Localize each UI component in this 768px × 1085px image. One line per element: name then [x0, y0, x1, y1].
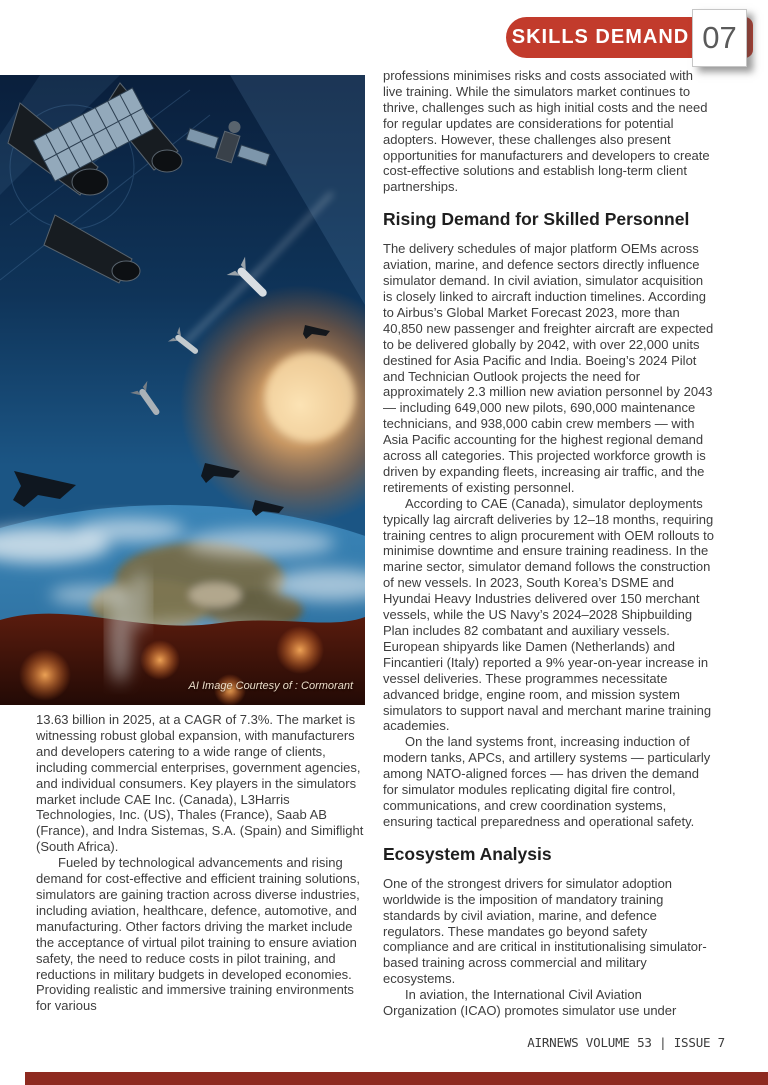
paragraph-delivery-schedules: The delivery schedules of major platform OEMs across aviation, marine, and defence sectors directly influence simulator demand. In civil aviation, simulator acquisition is closely linked to aircraft induction timelines. According to Airbus’s Global Market Forecast 2023, more than 40,850 new passenger and freighter aircraft are expected to be delivered globally by 2042, with over 22,000 units destined for Asia Pacific and India. Boeing’s 2024 Pilot and Technician Outlook projects the need for approximately 2.3 million new aviation personnel by 2043 — including 649,000 new pilots, 690,000 maintenance technicians, and 938,000 cabin crew members — with Asia Pacific accounting for the highest regional demand across all categories. This projected workforce growth is driven by expanding fleets, increasing air traffic, and the retirements of existing personnel.: [383, 241, 714, 495]
hero-image: [0, 75, 365, 705]
heading-ecosystem-analysis: Ecosystem Analysis: [383, 843, 552, 864]
heading-rising-demand: Rising Demand for Skilled Personnel: [383, 209, 690, 230]
left-column: [36, 712, 364, 1014]
aerospace-collage-art: [0, 75, 365, 705]
paragraph-icao: In aviation, the International Civil Aviation Organization (ICAO) promotes simulator use under: [383, 987, 677, 1019]
paragraph-market-drivers: Fueled by technological advancements and rising demand for cost-effective and efficient training solutions, simulators are gaining traction across diverse industries, including aviation, healthcare, defence, automotive, and manufacturing. Other factors driving the market include the acceptance of virtual pilot training to ensure aviation safety, the need to reduce costs in pilot training, and reductions in military budgets in developed economies. Providing realistic and immersive training environments for various: [36, 855, 360, 1014]
paragraph-cae-marine: According to CAE (Canada), simulator deployments typically lag aircraft deliveries by 12–18 months, requiring training centres to align procurement with OEM rollouts to minimise downtime and ensure training readiness. In the marine sector, simulator demand follows the construction of new vessels. In 2023, South Korea’s DSME and Hyundai Heavy Industries delivered over 150 merchant vessels, while the US Navy’s 2024–2028 Shipbuilding Plan includes 82 combatant and auxiliary vessels. European shipyards like Damen (Netherlands) and Fincantieri (Italy) reported a 9% year-on-year increase in vessel deliveries. These programmes necessitate advanced bridge, engine room, and mission system simulators to support naval and merchant marine training academies.: [383, 495, 714, 734]
paragraph-mandatory-standards: One of the strongest drivers for simulator adoption worldwide is the imposition of mandatory training standards by civil aviation, marine, and defence regulators. These mandates go beyond safety compliance and are critical in institutionalising simulator-based training across commercial and military ecosystems.: [383, 875, 707, 987]
footer-issue-info: AIRNEWS VOLUME 53 | ISSUE 7: [527, 1035, 725, 1050]
paragraph-land-systems: On the land systems front, increasing induction of modern tanks, APCs, and artillery systems — particularly among NATO-aligned forces — has driven the demand for simulator modules replicating digital fire control, communications, and crew coordination systems, ensuring tactical preparedness and operational safety.: [383, 734, 711, 829]
paragraph-professions: professions minimises risks and costs associated with live training. While the simulators market continues to thrive, challenges such as high initial costs and the need for regular updates are considerations for potential adopters. However, these challenges also present opportunities for manufacturers and developers to create cost-effective solutions and establish long-term client partnerships.: [383, 68, 710, 195]
bottom-accent-bar: [25, 1072, 768, 1085]
hero-image-caption: AI Image Courtesy of : Cormorant: [188, 680, 353, 692]
page-number-box: [692, 9, 747, 67]
page-number: 07: [702, 20, 737, 55]
paragraph-market-overview: 13.63 billion in 2025, at a CAGR of 7.3%. The market is witnessing robust global expansion, with manufacturers and developers catering to a wide range of clients, including commercial enterprises, government agencies, and individual consumers. Key players in the simulators market include CAE Inc. (Canada), L3Harris Technologies, Inc. (US), Thales (France), Saab AB (France), and Indra Sistemas, S.A. (Spain) and Simiflight (South Africa).: [36, 712, 364, 855]
right-column: [383, 68, 714, 1019]
section-banner-label: SKILLS DEMAND: [511, 26, 690, 48]
